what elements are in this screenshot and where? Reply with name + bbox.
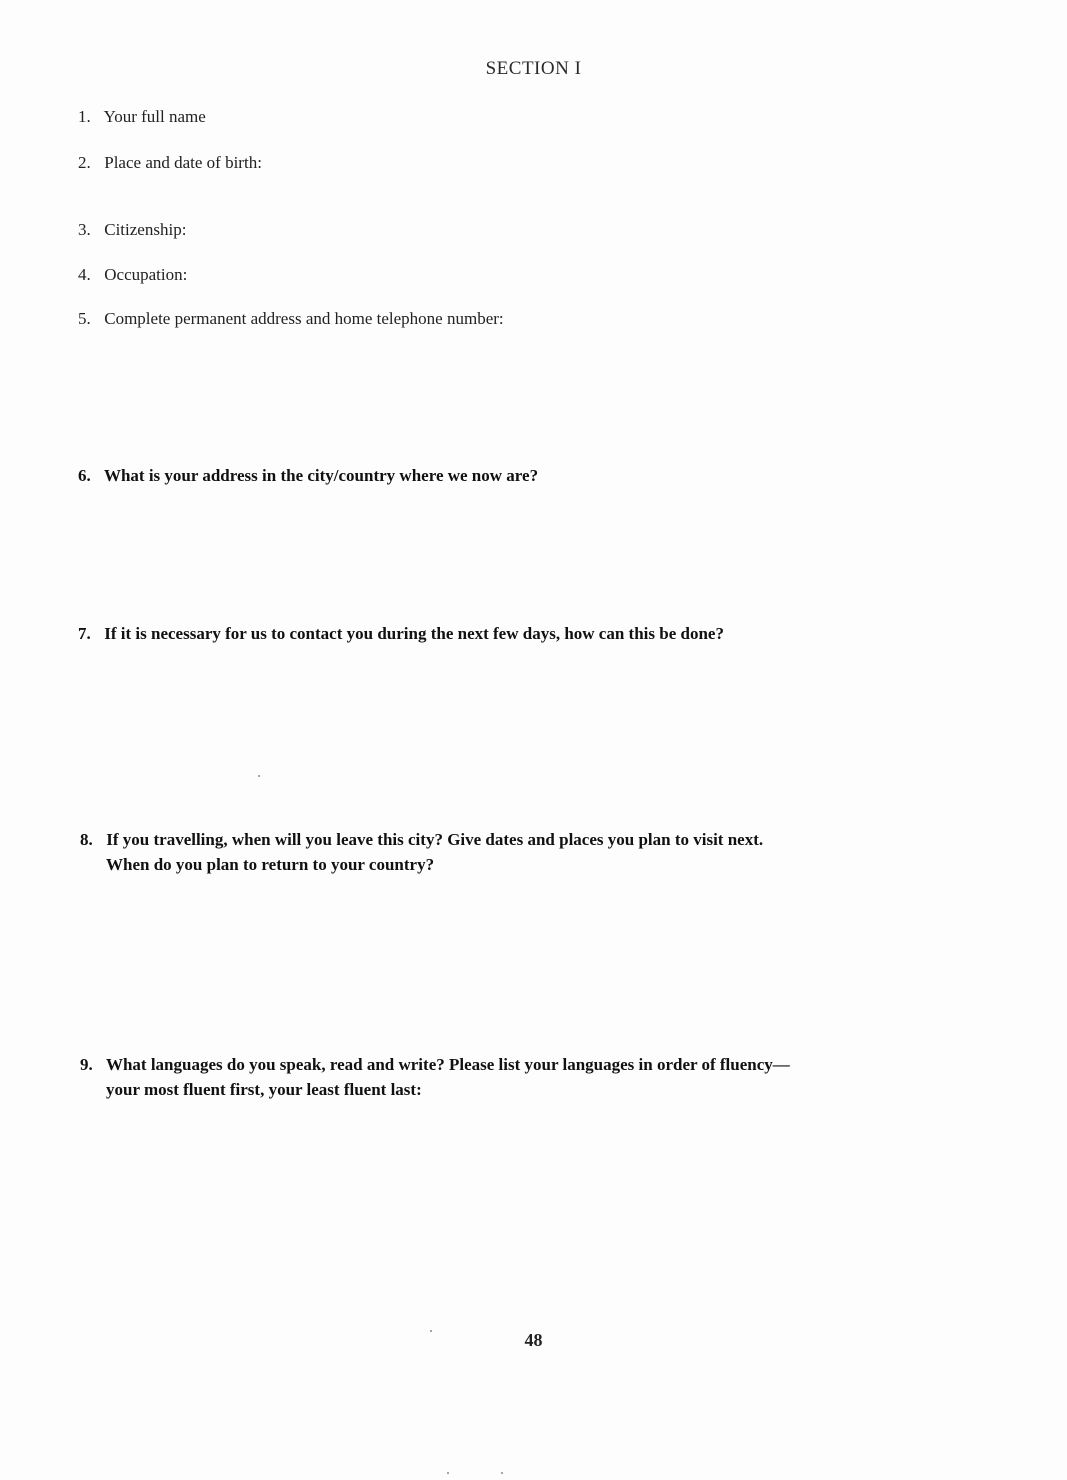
page-number: 48: [524, 1330, 543, 1350]
scan-speck: [447, 1472, 449, 1474]
question-text: Your full name: [103, 107, 206, 126]
section-heading: SECTION I: [485, 58, 582, 79]
scan-speck: [430, 1330, 432, 1332]
question-7-contact: [78, 621, 978, 646]
question-text: What languages do you speak, read and write? Please list your languages in order of fluency—: [105, 1055, 790, 1074]
question-6-local-address: [78, 463, 538, 488]
question-text: If it is necessary for us to contact you during the next few days, how can this be done?: [104, 624, 724, 643]
question-9-languages: [80, 1052, 1020, 1102]
scan-speck: [501, 1472, 503, 1474]
question-number: 6.: [78, 466, 91, 485]
question-continuation: When do you plan to return to your country?: [106, 855, 435, 874]
question-number: 7.: [78, 624, 91, 643]
question-number: 1.: [78, 107, 91, 126]
question-text: What is your address in the city/country where we now are?: [103, 466, 539, 485]
question-text: Citizenship:: [104, 220, 187, 239]
scan-speck: [258, 775, 260, 777]
question-text: Occupation:: [104, 265, 188, 284]
question-number: 2.: [78, 153, 91, 172]
question-continuation: your most fluent first, your least fluent last:: [106, 1080, 422, 1099]
question-1-full-name: [78, 104, 206, 129]
question-number: 9.: [80, 1055, 93, 1074]
question-4-occupation: [78, 262, 187, 287]
question-number: 5.: [78, 309, 91, 328]
question-2-place-date-of-birth: [78, 150, 262, 175]
question-8-travel-plans: [80, 827, 1020, 877]
question-number: 8.: [80, 830, 93, 849]
question-number: 3.: [78, 220, 91, 239]
question-text: Complete permanent address and home telephone number:: [104, 309, 504, 328]
question-text: Place and date of birth:: [104, 153, 262, 172]
question-text: If you travelling, when will you leave this city? Give dates and places you plan to visit next.: [106, 830, 764, 849]
question-number: 4.: [78, 265, 91, 284]
question-5-permanent-address: [78, 306, 504, 331]
question-3-citizenship: [78, 217, 186, 242]
